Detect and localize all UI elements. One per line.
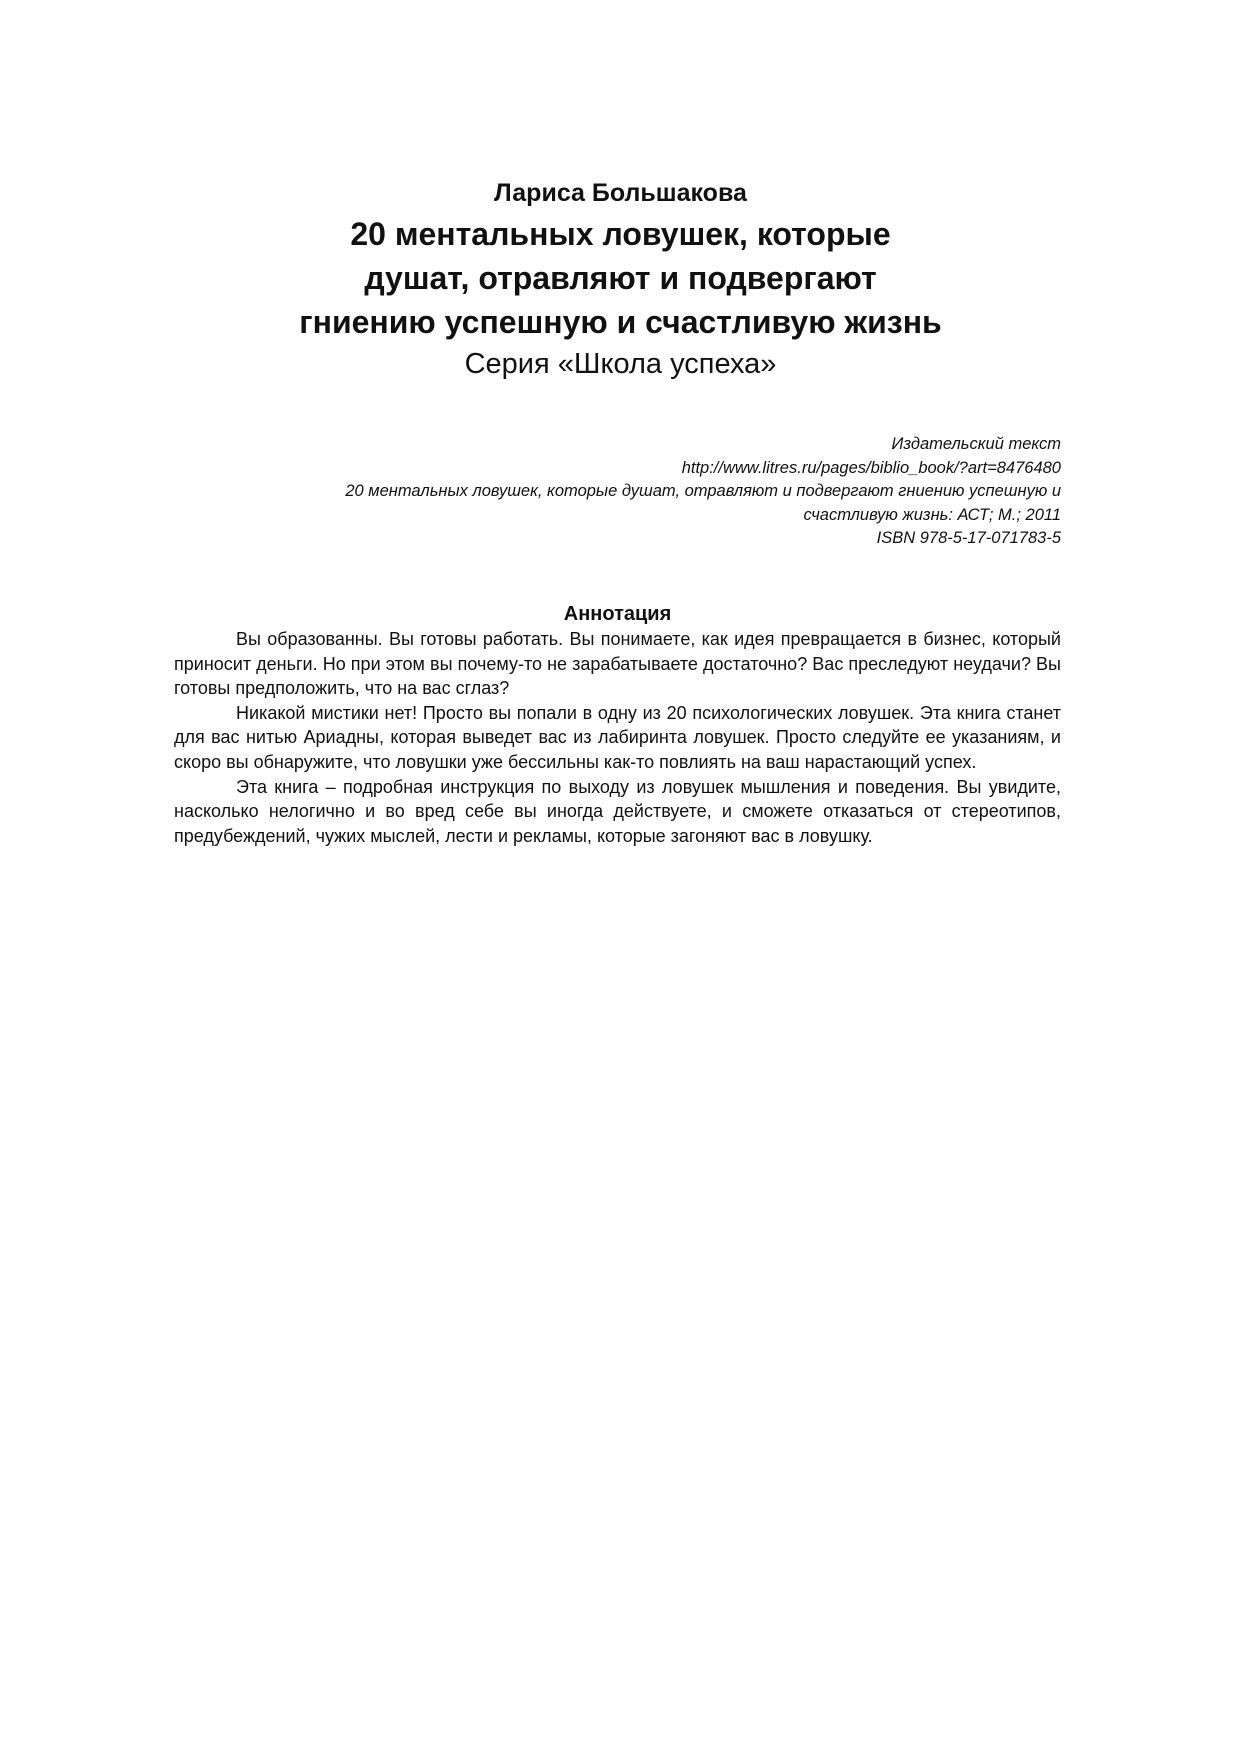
annotation-paragraph: Вы образованны. Вы готовы работать. Вы понимаете, как идея превращается в бизнес, который приносит деньги. Но при этом вы почему-то не зарабатываете достаточно? Вас преследуют неудачи? Вы готовы предположить, что на вас сглаз? xyxy=(174,629,1061,699)
source-url: http://www.litres.ru/pages/biblio_book/?art=8476480 xyxy=(681,458,1061,477)
annotation-section xyxy=(174,601,1061,848)
annotation-paragraph: Эта книга – подробная инструкция по выходу из ловушек мышления и поведения. Вы увидите, насколько нелогично и во вред себе вы иногда действуете, и сможете отказаться от стереотипов, предубеждений, чужих мыслей, лести и рекламы, которые загоняют вас в ловушку. xyxy=(174,776,1061,846)
publisher-label: Издательский текст xyxy=(891,435,1061,453)
isbn: ISBN 978-5-17-071783-5 xyxy=(876,529,1061,547)
citation-line: счастливую жизнь: АСТ; М.; 2011 xyxy=(803,505,1061,524)
series-name: Серия «Школа успеха» xyxy=(464,348,777,380)
author-name: Лариса Большакова xyxy=(494,179,747,207)
publisher-info xyxy=(211,433,1061,551)
title-block xyxy=(0,176,1241,384)
book-title-line: гниению успешную и счастливую жизнь xyxy=(299,304,942,340)
book-title xyxy=(0,212,1241,344)
book-title-line: 20 ментальных ловушек, которые xyxy=(350,216,891,252)
annotation-paragraph: Никакой мистики нет! Просто вы попали в одну из 20 психологических ловушек. Эта книга станет для вас нитью Ариадны, которая выведет вас из лабиринта ловушек. Просто следуйте ее указаниям, и скоро вы обнаружите, что ловушки уже бессильны как-то повлиять на ваш нарастающий успех. xyxy=(174,702,1061,772)
annotation-heading: Аннотация xyxy=(563,603,672,625)
citation-line: 20 ментальных ловушек, которые душат, отравляют и подвергают гниению успешную и xyxy=(345,482,1061,500)
book-title-line: душат, отравляют и подвергают xyxy=(364,260,877,296)
